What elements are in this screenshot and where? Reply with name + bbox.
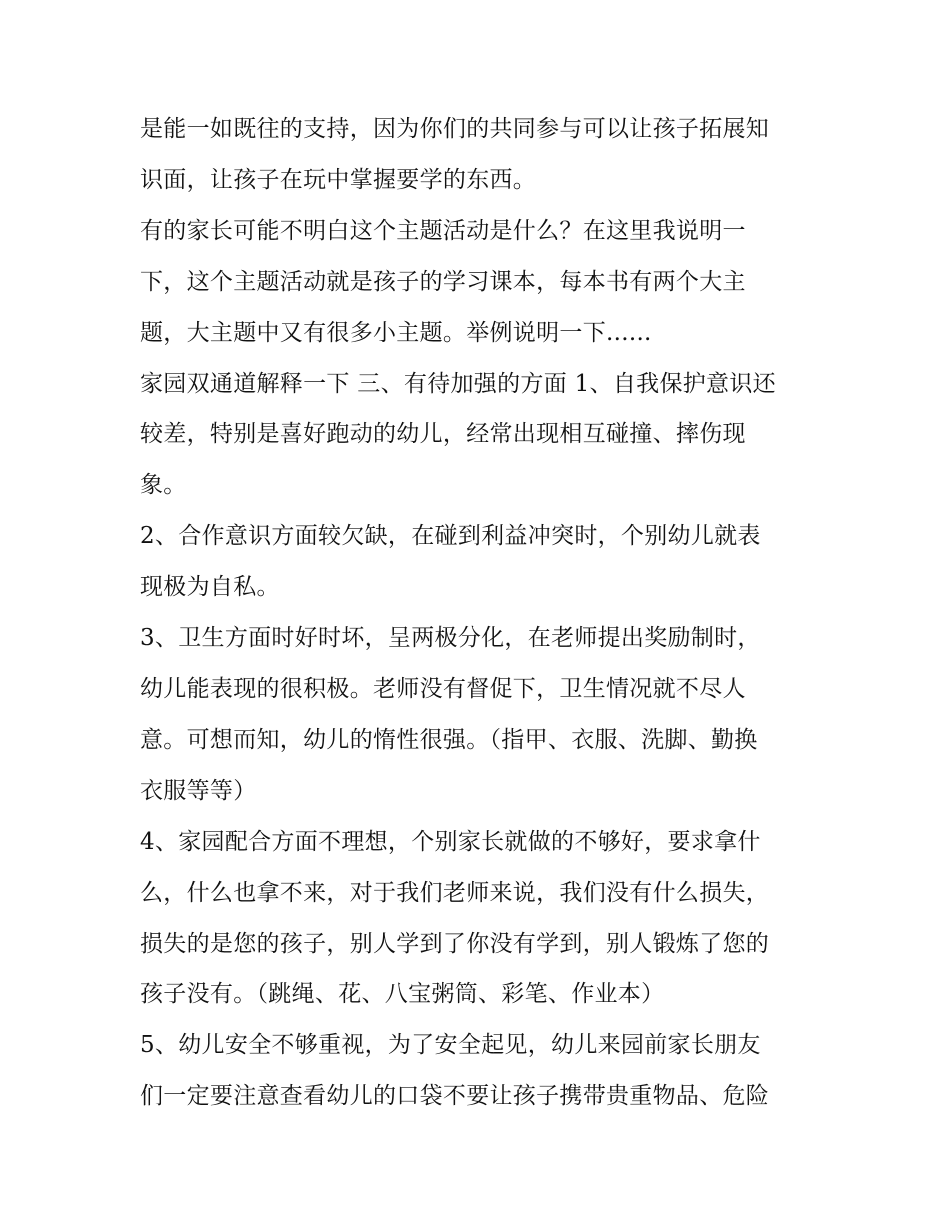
paragraph-theme-activity: 有的家长可能不明白这个主题活动是什么？在这里我说明一 下，这个主题活动就是孩子的学习课本，每本书有两个大主 题，大主题中又有很多小主题。举例说明一下...... — [140, 217, 746, 346]
paragraph-improvement-5: 5、幼儿安全不够重视，为了安全起见，幼儿来园前家长朋友 们一定要注意查看幼儿的口袋不要让孩子携带贵重物品、危险 — [140, 1032, 770, 1110]
document-body — [140, 104, 820, 1122]
paragraph-support-continuation: 是能一如既往的支持，因为你们的共同参与可以让孩子拓展知 识面，让孩子在玩中掌握要学的东西。 — [140, 116, 770, 193]
paragraph-improvement-4: 4、家园配合方面不理想，个别家长就做的不够好，要求拿什 么，什么也拿不来，对于我们老师来说，我们没有什么损失， 损失的是您的孩子，别人学到了你没有学到，别人锻炼了您的 孩子没有。（跳绳、花、八宝粥筒、彩笔、作业本） — [140, 828, 770, 1008]
paragraph-improvement-2: 2、合作意识方面较欠缺，在碰到利益冲突时，个别幼儿就表 现极为自私。 — [140, 523, 761, 601]
paragraph-improvement-1: 家园双通道解释一下 三、有待加强的方面 1、自我保护意识还 较差，特别是喜好跑动的幼儿，经常出现相互碰撞、摔伤现 象。 — [140, 370, 776, 499]
paragraph-improvement-3: 3、卫生方面时好时坏，呈两极分化，在老师提出奖励制时， 幼儿能表现的很积极。老师没有督促下，卫生情况就不尽人 意。可想而知，幼儿的惰性很强。（指甲、衣服、洗脚、勤换 衣服等等） — [140, 625, 761, 804]
